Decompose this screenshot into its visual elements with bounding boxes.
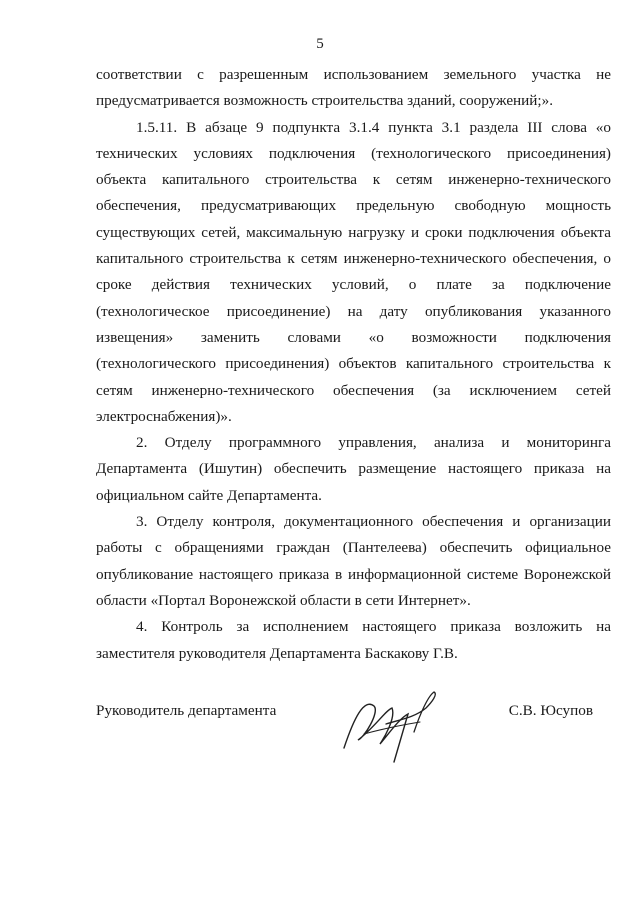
document-body [96,62,611,667]
handwritten-signature [334,688,444,766]
paragraph-3: 3. Отделу контроля, документационного обеспечения и организации работы с обращениями граждан (Пантелеева) обеспечить официальное опубликование настоящего приказа в информационной системе Воронежской области «Портал Воронежской области в сети Интернет». [96,513,611,609]
paragraph-continuation: соответствии с разрешенным использованием земельного участка не предусматривается возможность строительства зданий, сооружений;». [96,66,611,110]
signatory-name: С.В. Юсупов [508,702,593,719]
paragraph-4: 4. Контроль за исполнением настоящего приказа возложить на заместителя руководителя Департамента Баскакову Г.В. [96,618,611,662]
signature-block [96,688,611,768]
page-number: 5 [316,36,324,52]
paragraph-2: 2. Отделу программного управления, анализа и мониторинга Департамента (Ишутин) обеспечить размещение настоящего приказа на официальном сайте Департамента. [96,434,611,504]
signatory-position: Руководитель департамента [96,702,277,719]
paragraph-1-5-11: 1.5.11. В абзаце 9 подпункта 3.1.4 пункта 3.1 раздела III слова «о технических условиях подключения (технологического присоединения) объекта капитального строительства к сетям инженерно-технического обеспечения, предусматривающих предельную свободную мощность существующих сетей, максимальную нагрузку и сроки подключения объекта капитального строительства к сетям инженерно-технического обеспечения, о сроке действия технических условий, о плате за подключение (технологическое присоединение) на дату опубликования указанного извещения» заменить словами «о возможности подключения (технологического присоединения) объектов капитального строительства к сетям инженерно-технического обеспечения (за исключением сетей электроснабжения)». [96,118,611,425]
